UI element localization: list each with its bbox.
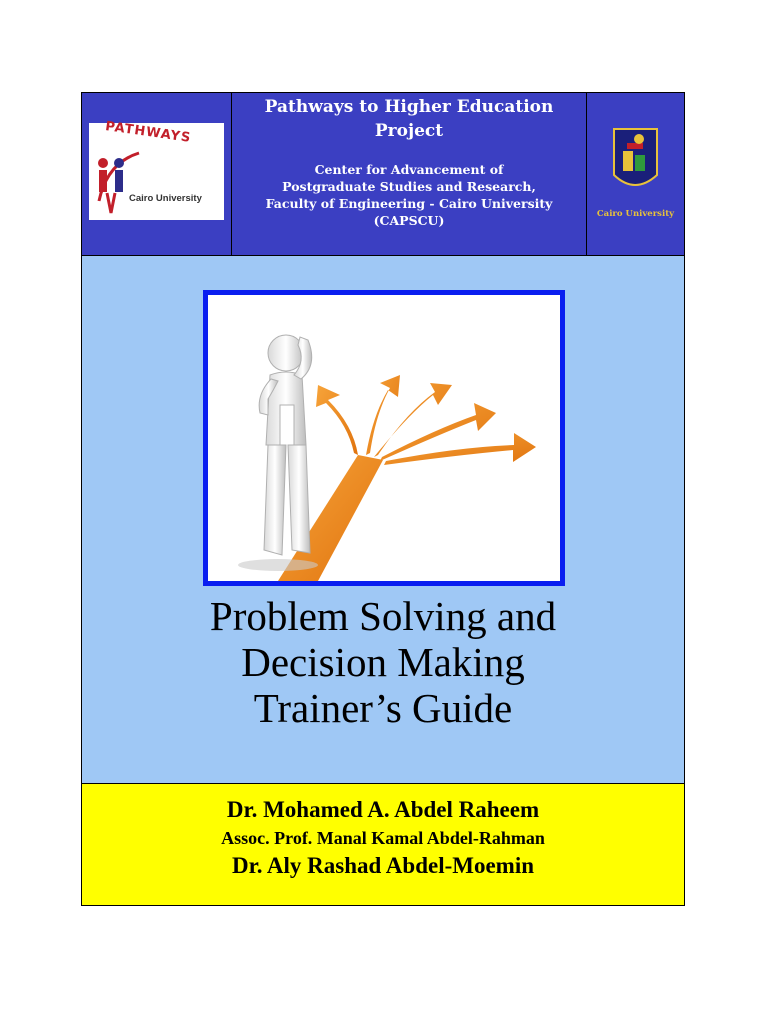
center-name [232, 161, 586, 229]
decision-paths-illustration [208, 295, 560, 581]
figure-leg-left [264, 445, 286, 555]
pathways-logo-cell [82, 93, 232, 255]
pathways-wordmark: PATHWAYS [104, 119, 193, 146]
document-title [82, 593, 684, 731]
title-line: Problem Solving and [209, 593, 557, 639]
pathways-university-text: Cairo University [129, 193, 202, 204]
header-band [82, 93, 684, 256]
cover-illustration-frame [203, 290, 565, 586]
cairo-university-logo-cell [587, 93, 684, 255]
cairo-university-crest-icon [587, 93, 684, 255]
project-info-cell [232, 93, 587, 255]
authors-band [82, 784, 684, 905]
title-band [82, 256, 684, 784]
author-name: Dr. Mohamed A. Abdel Raheem [226, 797, 540, 822]
arrow-1 [316, 385, 358, 455]
author-name: Dr. Aly Rashad Abdel-Moemin [231, 853, 535, 878]
center-line: (CAPSCU) [373, 213, 445, 228]
pathways-logo [89, 119, 224, 220]
title-line: Trainer’s Guide [253, 685, 513, 731]
cover-page [81, 92, 685, 906]
center-line: Center for Advancement of [314, 162, 504, 177]
project-title: Pathways to Higher Education Project [264, 97, 554, 141]
figure-leg-right [288, 445, 310, 553]
center-line: Faculty of Engineering - Cairo University [265, 196, 553, 211]
pathways-figures-icon [89, 123, 224, 220]
figure-head [268, 335, 304, 371]
center-line: Postgraduate Studies and Research, [282, 179, 536, 194]
author-name: Assoc. Prof. Manal Kamal Abdel-Rahman [221, 828, 545, 848]
title-line: Decision Making [241, 639, 525, 685]
cairo-university-label: Cairo University [596, 209, 675, 219]
arrow-2 [366, 375, 400, 455]
